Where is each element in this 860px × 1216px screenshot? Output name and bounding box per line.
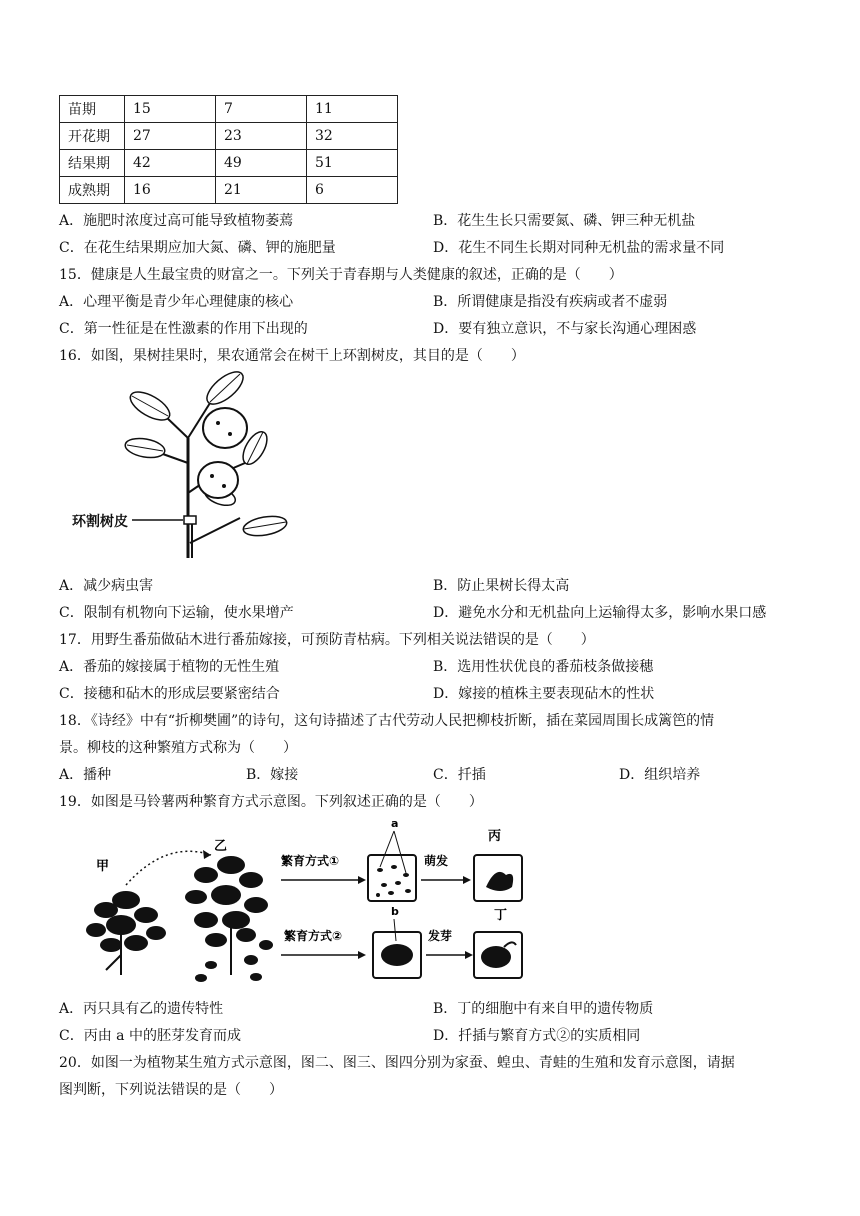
- table-cell-stage: 苗期: [60, 96, 125, 123]
- label-bud: 发芽: [428, 929, 453, 943]
- table-row: [60, 96, 398, 123]
- q15-option-b: B．所谓健康是指没有疾病或者不虚弱: [433, 294, 668, 310]
- label-yi: 乙: [214, 839, 228, 854]
- label-method2: 繁育方式②: [284, 929, 343, 943]
- table-row: [60, 123, 398, 150]
- table-cell-stage: 开花期: [60, 123, 125, 150]
- q17-option-c: C．接穗和砧木的形成层要紧密结合: [59, 686, 280, 702]
- q19-option-a: A．丙只具有乙的遗传特性: [59, 1001, 224, 1017]
- q18-stem-line2: 景。柳枝的这种繁殖方式称为（ ）: [59, 740, 297, 756]
- table-cell-value: 7: [216, 96, 307, 123]
- table-cell-value: 32: [307, 123, 398, 150]
- q15-option-c: C．第一性征是在性激素的作用下出现的: [59, 321, 308, 337]
- q20-stem-line2: 图判断，下列说法错误的是（ ）: [59, 1082, 283, 1098]
- q19-option-b: B．丁的细胞中有来自甲的遗传物质: [433, 1001, 654, 1017]
- table-cell-value: 15: [125, 96, 216, 123]
- q18-stem-line1: 18．《诗经》中有“折柳樊圃”的诗句，这句诗描述了古代劳动人民把柳枝折断，插在菜园周围长成篱笆的情: [59, 713, 715, 729]
- q16-option-c: C．限制有机物向下运输，使水果增产: [59, 605, 294, 621]
- q18-option-a: A．播种: [59, 767, 112, 783]
- table-cell-value: 42: [125, 150, 216, 177]
- label-method1: 繁育方式①: [281, 854, 340, 868]
- q15-stem: 15．健康是人生最宝贵的财富之一。下列关于青春期与人类健康的叙述，正确的是（ ）: [59, 267, 623, 283]
- q18-option-c: C．扦插: [433, 767, 486, 783]
- q17-option-b: B．选用性状优良的番茄枝条做接穗: [433, 659, 654, 675]
- nutrient-table: [59, 95, 398, 204]
- girdling-tree-figure: [70, 368, 310, 560]
- label-b: b: [391, 905, 399, 918]
- q14-option-c: C．在花生结果期应加大氮、磷、钾的施肥量: [59, 240, 336, 256]
- table-cell-stage: 成熟期: [60, 177, 125, 204]
- q17-stem: 17．用野生番茄做砧木进行番茄嫁接，可预防青枯病。下列相关说法错误的是（ ）: [59, 632, 595, 648]
- q18-option-d: D．组织培养: [619, 767, 701, 783]
- q15-option-a: A．心理平衡是青少年心理健康的核心: [59, 294, 294, 310]
- table-row: [60, 177, 398, 204]
- q19-option-c: C．丙由 a 中的胚芽发育而成: [59, 1028, 241, 1044]
- q14-option-b: B．花生生长只需要氮、磷、钾三种无机盐: [433, 213, 696, 229]
- q18-option-b: B．嫁接: [246, 767, 299, 783]
- q19-stem: 19．如图是马铃薯两种繁育方式示意图。下列叙述正确的是（ ）: [59, 794, 483, 810]
- table-cell-value: 49: [216, 150, 307, 177]
- table-cell-value: 27: [125, 123, 216, 150]
- q19-option-d: D．扦插与繁育方式②的实质相同: [433, 1028, 641, 1044]
- q14-option-d: D．花生不同生长期对同种无机盐的需求量不同: [433, 240, 725, 256]
- q20-stem-line1: 20．如图一为植物某生殖方式示意图，图二、图三、图四分别为家蚕、蝗虫、青蛙的生殖和发育示意图，请据: [59, 1055, 735, 1071]
- table-cell-value: 23: [216, 123, 307, 150]
- q15-option-d: D．要有独立意识，不与家长沟通心理困惑: [433, 321, 697, 337]
- q17-option-a: A．番茄的嫁接属于植物的无性生殖: [59, 659, 280, 675]
- q14-option-a: A．施肥时浓度过高可能导致植物萎蔫: [59, 213, 294, 229]
- table-cell-value: 11: [307, 96, 398, 123]
- q16-option-a: A．减少病虫害: [59, 578, 154, 594]
- label-ding: 丁: [494, 908, 508, 923]
- girdling-label: 环割树皮: [72, 514, 128, 530]
- table-cell-value: 16: [125, 177, 216, 204]
- table-cell-value: 21: [216, 177, 307, 204]
- q16-option-d: D．避免水分和无机盐向上运输得太多，影响水果口感: [433, 605, 767, 621]
- q17-option-d: D．嫁接的植株主要表现砧木的性状: [433, 686, 655, 702]
- table-cell-value: 6: [307, 177, 398, 204]
- table-row: [60, 150, 398, 177]
- label-jia: 甲: [96, 859, 110, 874]
- label-bing: 丙: [488, 829, 502, 844]
- table-cell-value: 51: [307, 150, 398, 177]
- potato-reproduction-figure: [76, 815, 536, 990]
- q16-option-b: B．防止果树长得太高: [433, 578, 570, 594]
- label-sprout: 萌发: [424, 854, 449, 868]
- q16-stem: 16．如图，果树挂果时，果农通常会在树干上环割树皮，其目的是（ ）: [59, 348, 525, 364]
- label-a: a: [391, 817, 399, 830]
- table-cell-stage: 结果期: [60, 150, 125, 177]
